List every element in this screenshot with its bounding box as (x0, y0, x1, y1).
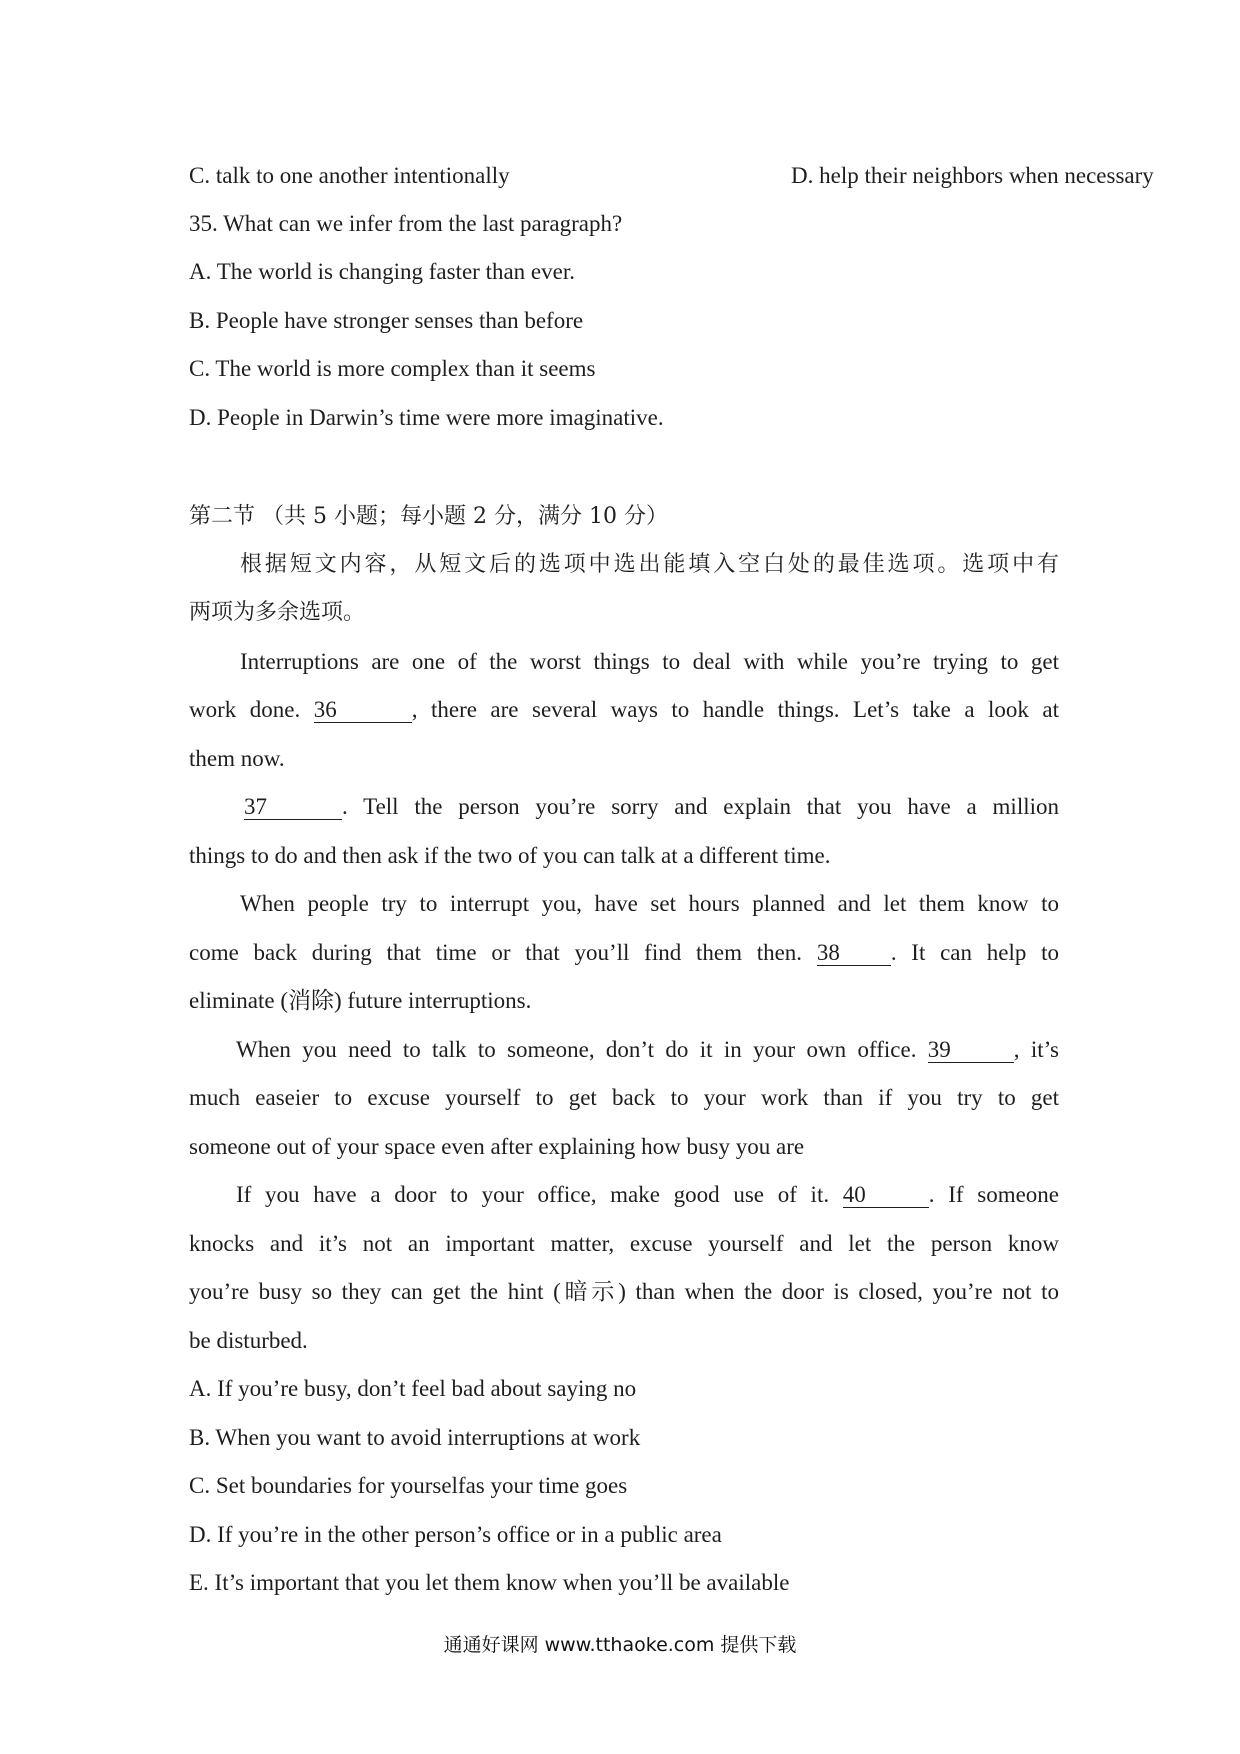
q34-options-row (189, 161, 1154, 191)
passage-p4-line3: someone out of your space even after explaining how busy you are (189, 1134, 805, 1159)
p3-text-post: . It can help to (890, 940, 1059, 965)
p1-text-pre: work done. (189, 697, 301, 722)
passage-p2-line2: things to do and then ask if the two of you can talk at a different time. (189, 843, 831, 868)
p5-text-post: . If someone (928, 1182, 1060, 1207)
p3-text-pre: come back during that time or that you’ll find them then. (189, 940, 803, 965)
passage-p5-line2: knocks and it’s not an important matter, excuse yourself and let the person know (189, 1231, 1059, 1256)
page-footer: 通通好课网 www.tthaoke.com 提供下载 (443, 1634, 797, 1656)
passage-p5-line4: be disturbed. (189, 1328, 308, 1353)
option-e: E. It’s important that you let them know when you’ll be available (189, 1570, 790, 1595)
q35-stem: 35. What can we infer from the last paragraph? (189, 211, 623, 236)
option-b: B. When you want to avoid interruptions at work (189, 1425, 641, 1450)
section-instruction-line2: 两项为多余选项。 (189, 600, 366, 625)
passage-p3-line3: eliminate (消除) future interruptions. (189, 988, 532, 1013)
blank-38: 38 (817, 941, 891, 966)
q35-option-a: A. The world is changing faster than ever. (189, 259, 575, 284)
passage-p2-line1 (244, 792, 1059, 822)
passage-p3-line2 (189, 938, 1059, 968)
q35-option-c: C. The world is more complex than it seems (189, 356, 596, 381)
passage-p1-line1: Interruptions are one of the worst things to deal with while you’re trying to get (240, 649, 1059, 674)
option-a: A. If you’re busy, don’t feel bad about saying no (189, 1376, 637, 1401)
passage-p5-line1 (236, 1180, 1059, 1210)
section-heading: 第二节 （共 5 小题；每小题 2 分，满分 10 分） (189, 504, 668, 529)
p5-text-pre: If you have a door to your office, make good use of it. (236, 1182, 830, 1207)
p1-text-post: , there are several ways to handle things. Let’s take a look at (411, 697, 1060, 722)
q35-option-d: D. People in Darwin’s time were more imaginative. (189, 405, 664, 430)
q35-option-b: B. People have stronger senses than before (189, 308, 584, 333)
option-c: C. Set boundaries for yourselfas your time goes (189, 1473, 628, 1498)
p2-text-post: . Tell the person you’re sorry and explain that you have a million (342, 794, 1059, 819)
passage-p1-line3: them now. (189, 746, 285, 771)
passage-p3-line1: When people try to interrupt you, have set hours planned and let them know to (240, 891, 1059, 916)
blank-36: 36 (314, 698, 412, 723)
blank-40: 40 (843, 1183, 929, 1208)
passage-p4-line2: much easeier to excuse yourself to get back to your work than if you try to get (189, 1085, 1059, 1110)
option-d: D. If you’re in the other person’s office or in a public area (189, 1522, 722, 1547)
blank-37: 37 (244, 795, 342, 820)
q34-option-d: D. help their neighbors when necessary (791, 163, 1154, 188)
passage-p1-line2 (189, 695, 1059, 725)
q34-option-c: C. talk to one another intentionally (189, 163, 510, 188)
p4-text-pre: When you need to talk to someone, don’t do it in your own office. (236, 1037, 917, 1062)
passage-p5-line3: you’re busy so they can get the hint (暗示) than when the door is closed, you’re not to (189, 1279, 1059, 1304)
passage-p4-line1 (236, 1035, 1059, 1065)
blank-39: 39 (928, 1038, 1014, 1063)
section-instruction-line1: 根据短文内容，从短文后的选项中选出能填入空白处的最佳选项。选项中有 (240, 552, 1059, 577)
p4-text-post: , it’s (1013, 1037, 1059, 1062)
